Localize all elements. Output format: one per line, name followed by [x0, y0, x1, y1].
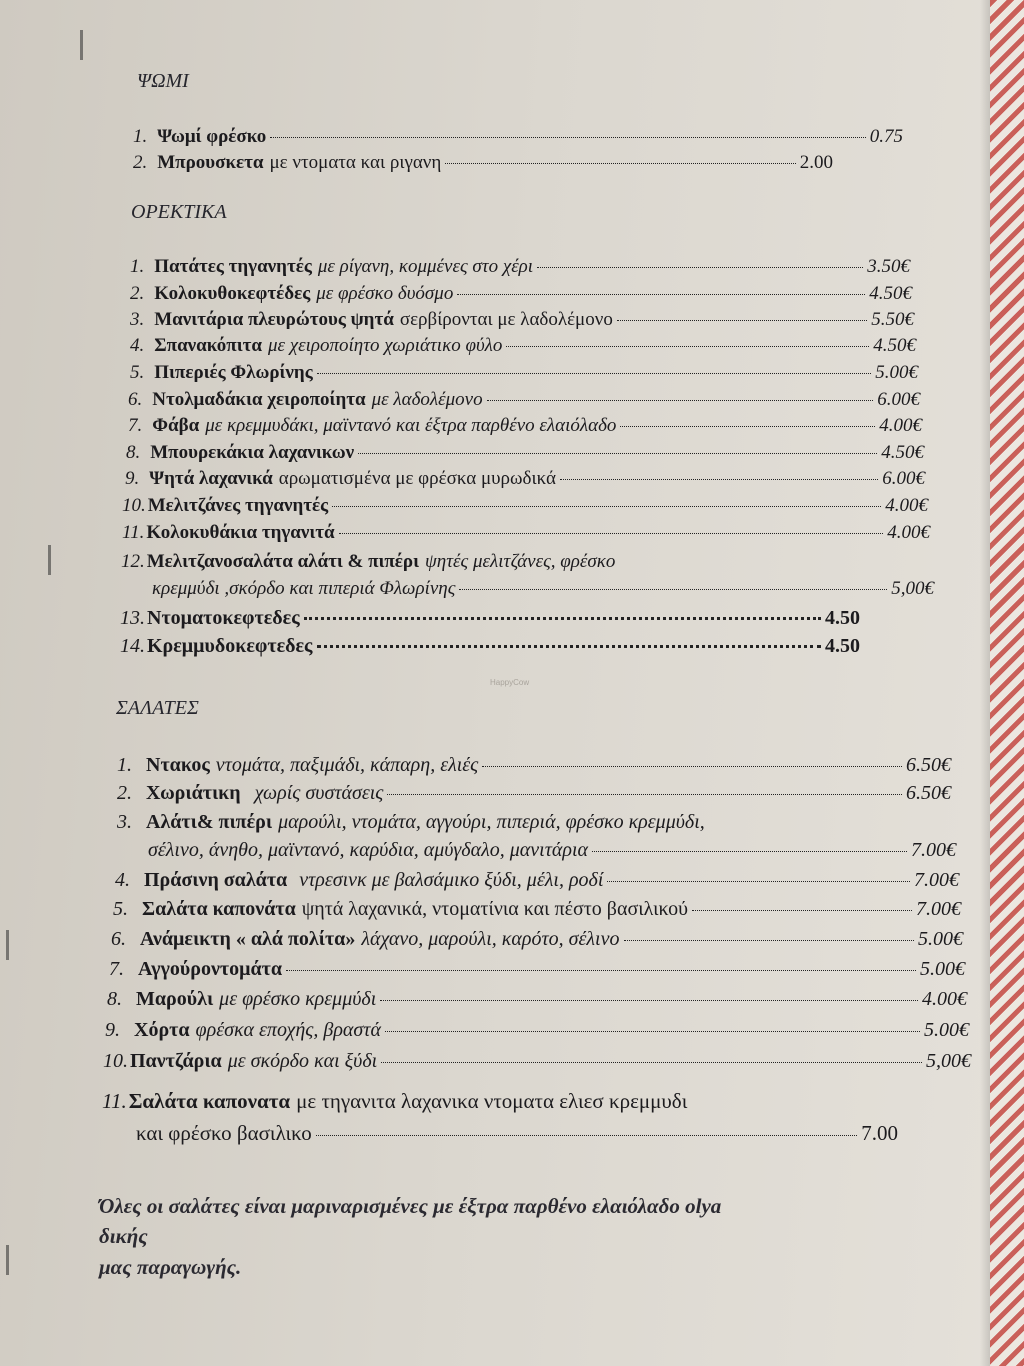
menu-item-continuation — [136, 1121, 898, 1146]
tablecloth-edge — [990, 0, 1024, 1366]
item-name: Ανάμεικτη « αλά πολίτα» — [140, 928, 356, 950]
menu-item — [128, 415, 922, 437]
item-number: 5. — [130, 362, 145, 383]
section-title-salads: ΣΑΛΑΤΕΣ — [116, 697, 199, 719]
menu-item — [115, 869, 959, 892]
leader-dots — [381, 1062, 922, 1063]
page-edge-shadow — [980, 0, 990, 1366]
menu-item — [122, 522, 930, 544]
item-number: 2. — [117, 782, 132, 804]
footer-line: δικής — [99, 1224, 148, 1249]
item-description: σερβίρονται με λαδολέμονο — [399, 309, 613, 330]
leader-dots — [692, 910, 912, 911]
leader-dots — [270, 137, 866, 138]
item-description: με σκόρδο και ξύδι — [227, 1050, 378, 1072]
menu-item — [111, 928, 963, 951]
section-title-bread: ΨΩΜΙ — [137, 70, 189, 92]
item-price: 6.50€ — [906, 754, 951, 776]
leader-dots — [560, 479, 878, 480]
leader-dots — [459, 589, 887, 590]
item-price: 4.50€ — [869, 283, 912, 304]
menu-item — [103, 1050, 971, 1073]
menu-item — [133, 152, 833, 174]
item-number: 13. — [120, 607, 145, 629]
menu-item — [113, 898, 961, 921]
item-price: 6.00€ — [877, 389, 920, 410]
leader-dots — [286, 970, 916, 971]
item-price: 4.00€ — [885, 495, 928, 516]
item-number: 1. — [117, 754, 132, 776]
menu-item — [125, 468, 925, 490]
menu-item — [133, 126, 903, 148]
item-description: με ρίγανη, κομμένες στο χέρι — [317, 256, 534, 277]
item-name: Ντολμαδάκια χειροποίητα — [152, 389, 366, 410]
menu-item — [130, 362, 918, 384]
item-price: 6.50€ — [906, 782, 951, 804]
item-number: 9. — [125, 468, 140, 489]
leader-dots — [482, 766, 902, 767]
item-name: Μαρούλι — [136, 988, 214, 1010]
leader-dots — [487, 400, 874, 401]
menu-item-continuation — [152, 578, 934, 600]
item-name: Πιπεριές Φλωρίνης — [154, 362, 313, 383]
menu-item — [121, 551, 615, 573]
item-number: 7. — [109, 958, 124, 980]
item-description: με κρεμμυδάκι, μαϊντανό και έξτρα παρθένο ελαιόλαδο — [205, 415, 617, 436]
item-name: Κολοκυθάκια τηγανιτά — [146, 522, 335, 543]
item-price: 3.50€ — [867, 256, 910, 277]
leader-dots — [385, 1031, 920, 1032]
item-description: ντομάτα, παξιμάδι, κάπαρη, ελιές — [215, 754, 479, 776]
item-number: 6. — [111, 928, 126, 950]
menu-item — [130, 335, 916, 357]
binder-hole — [6, 930, 9, 960]
item-number: 2. — [133, 152, 148, 173]
menu-item — [120, 607, 860, 630]
item-price: 4.50€ — [873, 335, 916, 356]
item-description: με χειροποίητο χωριάτικο φύλο — [267, 335, 503, 356]
menu-item — [109, 958, 965, 981]
menu-item — [130, 309, 914, 331]
item-name: Κρεμμυδοκεφτεδες — [147, 635, 313, 657]
item-description: κρεμμύδι ,σκόρδο και πιπεριά Φλωρίνης — [152, 578, 456, 599]
menu-item — [117, 811, 705, 834]
item-name: Αγγούροντομάτα — [138, 958, 283, 980]
item-name: Μπρουσκετα — [157, 152, 264, 173]
item-price: 4.50 — [825, 607, 860, 629]
item-price: 7.00€ — [911, 839, 956, 861]
item-description: μαρούλι, ντομάτα, αγγούρι, πιπεριά, φρέσκο κρεμμύδι, — [278, 811, 705, 833]
leader-dots — [317, 373, 872, 374]
item-price: 5.00€ — [918, 928, 963, 950]
leader-dots — [506, 346, 869, 347]
leader-dots — [445, 163, 795, 164]
item-number: 1. — [133, 126, 148, 147]
menu-item — [122, 495, 928, 517]
item-name: Σπανακόπιτα — [154, 335, 262, 356]
footer-line: μας παραγωγής. — [99, 1254, 242, 1279]
item-name: Φάβα — [152, 415, 200, 436]
item-number: 8. — [126, 442, 141, 463]
item-number: 2. — [130, 283, 145, 304]
item-description: ντρεσινκ με βαλσάμικο ξύδι, μέλι, ροδί — [299, 869, 604, 891]
leader-dots — [380, 1000, 918, 1001]
item-description: με τηγανιτα λαχανικα ντοματα ελιεσ κρεμμυδι — [296, 1089, 688, 1113]
item-price: 4.50€ — [881, 442, 924, 463]
item-number: 10. — [103, 1050, 128, 1072]
binder-hole — [80, 30, 83, 60]
menu-item — [130, 256, 910, 278]
item-description: με φρέσκο δυόσμο — [316, 283, 454, 304]
footer-line: Όλες οι σαλάτες είναι μαριναρισμένες με έξτρα παρθένο ελαιόλαδο olya — [99, 1194, 722, 1218]
item-number: 10. — [122, 495, 146, 516]
item-description: σέλινο, άνηθο, μαϊντανό, καρύδια, αμύγδαλο, μανιτάρια — [148, 839, 589, 861]
item-number: 3. — [117, 811, 132, 833]
item-name: Πατάτες τηγανητές — [154, 256, 312, 277]
leader-dots — [537, 267, 863, 268]
section-title-appetizers: ΟΡΕΚΤΙΚΑ — [131, 201, 227, 223]
item-name: Πράσινη σαλάτα — [144, 869, 288, 891]
menu-item — [120, 635, 860, 658]
item-name: Ψωμί φρέσκο — [157, 126, 267, 147]
leader-dots — [457, 294, 865, 295]
item-description: φρέσκα εποχής, βραστά — [195, 1019, 381, 1041]
leader-dots — [339, 533, 884, 534]
item-name: Ντακος — [146, 754, 210, 776]
item-description: ψητές μελιτζάνες, φρέσκο — [424, 551, 616, 572]
footer-note — [99, 1191, 721, 1282]
menu-item — [117, 754, 951, 777]
item-price: 5.00€ — [924, 1019, 969, 1041]
menu-item — [105, 1019, 969, 1042]
item-description: με λαδολέμονο — [371, 389, 483, 410]
leader-dots — [304, 617, 821, 620]
menu-item — [107, 988, 967, 1011]
item-price: 7.00€ — [916, 898, 961, 920]
item-description: με φρέσκο κρεμμύδι — [219, 988, 377, 1010]
item-number: 6. — [128, 389, 143, 410]
item-name: Ντοματοκεφτεδες — [147, 607, 300, 629]
item-price: 5,00€ — [926, 1050, 971, 1072]
item-price: 5.00€ — [875, 362, 918, 383]
item-price: 7.00 — [861, 1121, 898, 1145]
item-number: 4. — [130, 335, 145, 356]
item-description: ψητά λαχανικά, ντοματίνια και πέστο βασιλικού — [301, 898, 688, 920]
item-number: 4. — [115, 869, 130, 891]
item-number: 7. — [128, 415, 143, 436]
item-number: 11. — [102, 1089, 127, 1113]
item-name: Μελιτζάνες τηγανητές — [147, 495, 329, 516]
leader-dots — [592, 851, 907, 852]
leader-dots — [624, 940, 915, 941]
menu-item — [102, 1089, 687, 1114]
item-price: 4.00€ — [879, 415, 922, 436]
item-description: αρωματισμένα με φρέσκα μυρωδικά — [278, 468, 556, 489]
item-number: 14. — [120, 635, 145, 657]
item-name: Παντζάρια — [130, 1050, 222, 1072]
item-description: με ντοματα και ριγανη — [269, 152, 442, 173]
leader-dots — [620, 426, 875, 427]
item-price: 5.50€ — [871, 309, 914, 330]
item-price: 4.00€ — [887, 522, 930, 543]
leader-dots — [358, 453, 877, 454]
binder-hole — [6, 1245, 9, 1275]
item-price: 5.00€ — [920, 958, 965, 980]
item-name: Ψητά λαχανικά — [149, 468, 273, 489]
item-number: 3. — [130, 309, 145, 330]
item-number: 8. — [107, 988, 122, 1010]
item-number: 5. — [113, 898, 128, 920]
leader-dots — [607, 881, 910, 882]
item-description: και φρέσκο βασιλικο — [136, 1121, 312, 1145]
leader-dots — [332, 506, 881, 507]
item-price: 7.00€ — [914, 869, 959, 891]
item-name: Μανιτάρια πλευρώτους ψητά — [154, 309, 394, 330]
menu-item — [130, 283, 912, 305]
item-number: 9. — [105, 1019, 120, 1041]
item-price: 2.00 — [799, 152, 833, 173]
item-name: Χόρτα — [134, 1019, 190, 1041]
menu-item-continuation — [148, 839, 956, 862]
item-price: 5,00€ — [891, 578, 934, 599]
item-price: 4.00€ — [922, 988, 967, 1010]
item-price: 4.50 — [825, 635, 860, 657]
leader-dots — [387, 794, 902, 795]
item-description: χωρίς συστάσεις — [254, 782, 384, 804]
item-name: Μπουρεκάκια λαχανικων — [150, 442, 355, 463]
item-name: Χωριάτικη — [146, 782, 241, 804]
watermark-logo: HappyCow — [490, 678, 530, 687]
leader-dots — [617, 320, 867, 321]
item-number: 11. — [122, 522, 145, 543]
item-price: 6.00€ — [882, 468, 925, 489]
menu-item — [117, 782, 951, 805]
item-name: Σαλάτα καπονατα — [128, 1089, 291, 1113]
item-number: 12. — [121, 551, 145, 572]
menu-item — [126, 442, 924, 464]
item-name: Σαλάτα καπονάτα — [142, 898, 296, 920]
binder-hole — [48, 545, 51, 575]
leader-dots — [316, 1135, 857, 1136]
item-number: 1. — [130, 256, 145, 277]
item-name: Αλάτι& πιπέρι — [146, 811, 273, 833]
item-name: Μελιτζανοσαλάτα αλάτι & πιπέρι — [146, 551, 419, 572]
item-description: λάχανο, μαρούλι, καρότο, σέλινο — [361, 928, 620, 950]
item-price: 0.75 — [869, 126, 903, 147]
leader-dots — [317, 645, 822, 648]
item-name: Κολοκυθοκεφτέδες — [154, 283, 311, 304]
menu-item — [128, 389, 920, 411]
